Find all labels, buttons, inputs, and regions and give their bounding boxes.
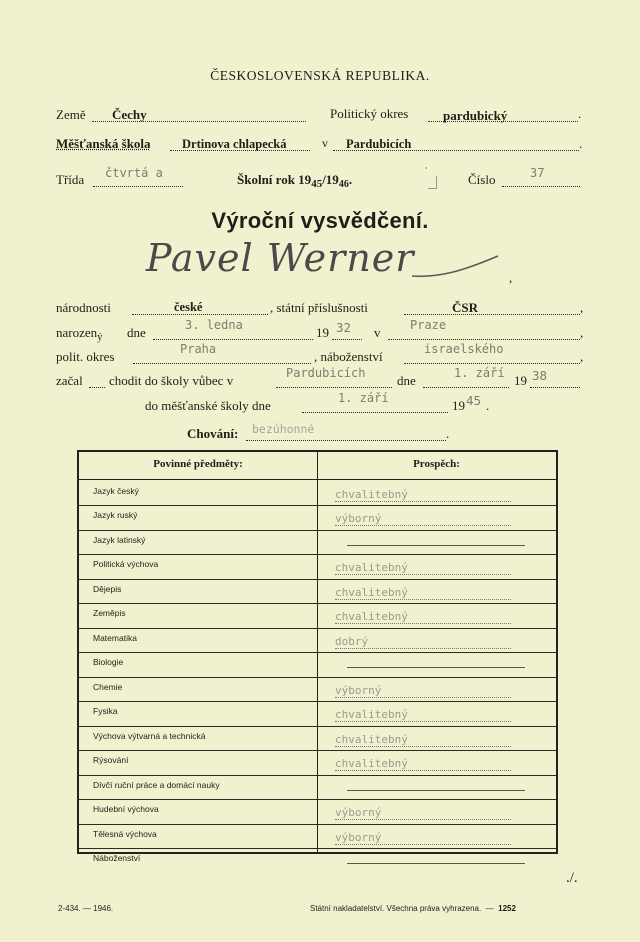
student-name: Pavel Werner <box>146 236 415 280</box>
publisher-notice: Státní nakladatelství. Všechna práva vyhrazena. — 1252 <box>310 904 516 913</box>
table-row <box>79 652 556 678</box>
subject-name: Výchova výtvarná a technická <box>93 730 206 741</box>
grade-dash <box>347 545 525 546</box>
table-row <box>79 603 556 629</box>
born-label: narozen$_ý$ <box>56 325 103 343</box>
class-value: čtvrtá a <box>105 166 163 180</box>
number-value: 37 <box>530 166 545 180</box>
religion-label: , náboženství <box>314 349 383 364</box>
grades-column-header: Prospěch: <box>413 458 460 470</box>
nationality-value: české <box>174 300 203 314</box>
table-row <box>79 799 556 825</box>
birth-date: 3. ledna <box>185 318 243 332</box>
subject-grade: výborný <box>335 830 382 844</box>
class-label: Třída <box>56 172 85 187</box>
grades-table <box>77 450 558 863</box>
table-row <box>79 677 556 703</box>
subject-name: Fysika <box>93 706 118 716</box>
subject-grade: výborný <box>335 806 382 819</box>
subject-name: Náboženství <box>93 853 141 863</box>
subject-name: Dějepis <box>93 583 122 594</box>
region-value: Čechy <box>112 107 147 122</box>
grade-dash <box>347 863 525 864</box>
form-code: 2-434. — 1946. <box>58 904 114 913</box>
table-row <box>79 775 556 801</box>
name-flourish <box>410 254 500 282</box>
birth-district-label: polit. okres <box>56 349 115 364</box>
subject-name: Politická výchova <box>93 559 159 569</box>
grade-dash <box>347 667 525 668</box>
number-label: Číslo <box>468 172 496 187</box>
subject-name: Tělesná výchova <box>93 828 157 839</box>
behavior-label: Chování: <box>187 426 239 441</box>
school-year-label: Školní rok $19_{45}/19_{46}$. <box>237 172 353 190</box>
school-label: Měšťanská škola <box>56 136 151 151</box>
school-name: Drtinova chlapecká <box>182 137 287 151</box>
region-label: Země <box>56 107 86 122</box>
birth-year: 32 <box>336 320 352 335</box>
table-row <box>79 628 556 654</box>
mestanska-label: do měšťanské školy dne <box>145 398 271 413</box>
subject-name: Matematika <box>93 632 137 643</box>
citizenship-label: , státní příslušnosti <box>270 300 368 315</box>
subject-grade: dobrý <box>335 634 369 648</box>
table-row <box>79 505 556 531</box>
table-header <box>79 452 556 480</box>
table-row <box>79 530 556 556</box>
school-town: Pardubicích <box>346 137 412 151</box>
table-row <box>79 554 556 580</box>
mestanska-year: 45 <box>466 393 482 408</box>
started-year: 38 <box>532 368 548 383</box>
subject-grade: chvalitebný <box>335 610 408 623</box>
table-row <box>79 481 556 507</box>
document-title: Výroční vysvědčení. <box>211 208 429 233</box>
mestanska-date: 1. září <box>338 391 389 405</box>
subject-grade: chvalitebný <box>335 487 408 501</box>
subject-name: Biologie <box>93 657 124 667</box>
started-date: 1. září <box>454 366 505 380</box>
page-mark: ./. <box>566 870 578 886</box>
footer-number: 1252 <box>498 904 516 913</box>
table-row <box>79 824 556 850</box>
subject-name: Hudební výchova <box>93 804 159 814</box>
table-row <box>79 848 556 873</box>
started-place: Pardubicích <box>286 366 366 380</box>
subject-name: Rýsování <box>93 755 129 765</box>
subject-name: Chemie <box>93 681 123 692</box>
religion-value: israelského <box>424 342 504 356</box>
subject-name: Jazyk ruský <box>93 510 138 520</box>
certificate-page: ČESKOSLOVENSKÁ REPUBLIKA. Země Čechy Politický okres pardubický . Měšťanská škola Drtinova chlapecká v Pardubicích . Třída čtvrtá a Školní rok $19_{45}/19_{46}$. ˈ Číslo 37 Výroční vysvědčení. Pavel Werner , národnosti české , státní příslušnosti ČSR , narozen$_ý$ dne 3. ledna 19 32 v Praze , polit. okres Praha , náboženství israelského , začal chodit do školy vůbec v Pardubicích dne 1. září 19 38 do měšťanské školy dne 1. září 19 45 . Chování: bezúhonné . Povinné předměty: Prospěch: Jazyk český chvalitebný Jazyk ruský výborný Jazyk latinský Politická výchova chvalitebný Dějepis chvalitebný Zeměpis chvalitebný Matematika dobrý Biologie Chemie výborný Fysika chvalitebný Výchova výtvarná a technická chvalitebný Rýsování chvalitebný Dívčí ruční práce a domácí nauky Hudební výchova výborný Tělesná výchova výborný Náboženství ./. 2-434. — 1946. Státní nakladatelství. Všechna práva vyhrazena. — 1252 <box>0 0 640 942</box>
table-row <box>79 701 556 727</box>
table-row <box>79 579 556 605</box>
grade-dash <box>347 790 525 791</box>
subject-grade: chvalitebný <box>335 708 408 721</box>
subject-name: Jazyk latinský <box>93 534 146 545</box>
republic-heading: ČESKOSLOVENSKÁ REPUBLIKA. <box>210 68 430 83</box>
started-label: začal <box>56 373 83 388</box>
subject-grade: chvalitebný <box>335 585 408 599</box>
subject-grade: výborný <box>335 512 382 525</box>
subject-name: Jazyk český <box>93 485 139 496</box>
birth-district-value: Praha <box>180 342 217 356</box>
behavior-value: bezúhonné <box>252 422 315 436</box>
birth-place: Praze <box>410 318 447 332</box>
nationality-label: národnosti <box>56 300 111 315</box>
subjects-column-header: Povinné předměty: <box>153 458 243 470</box>
subject-name: Zeměpis <box>93 608 126 618</box>
district-label: Politický okres <box>330 106 409 121</box>
table-row <box>79 750 556 776</box>
subject-grade: výborný <box>335 683 382 697</box>
citizenship-value: ČSR <box>452 300 479 315</box>
subject-name: Dívčí ruční práce a domácí nauky <box>93 779 220 790</box>
subject-grade: chvalitebný <box>335 732 408 746</box>
table-row <box>79 726 556 752</box>
subject-grade: chvalitebný <box>335 757 408 770</box>
subject-grade: chvalitebný <box>335 561 408 574</box>
district-value: pardubický <box>443 108 508 123</box>
